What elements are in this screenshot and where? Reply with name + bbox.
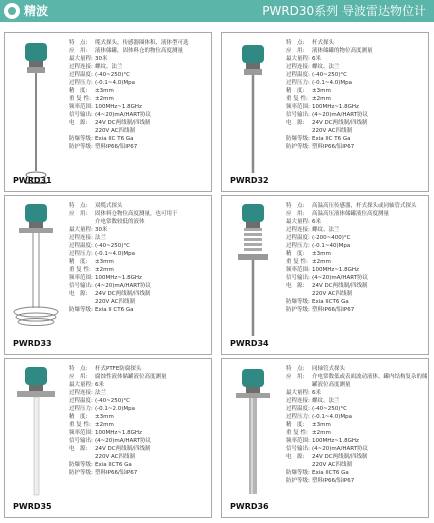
spec-label: 最大量程: [69,227,93,233]
spec-list [286,365,428,485]
spec-value: (-40~250)°C [95,243,130,249]
spec-row [286,210,428,218]
spec-label: 过程连接: [286,64,310,70]
spec-row [69,445,211,453]
spec-row [69,258,211,266]
product-card-pwrd35 [4,358,212,518]
spec-value: 6米 [312,219,321,225]
spec-value: 固体料仓物位高度测量，也可用于 [95,211,178,217]
product-image-pwrd31 [5,33,69,193]
spec-row [286,135,428,143]
spec-label: 过程连接: [286,227,310,233]
spec-value: 220V AC四线制 [95,299,136,305]
product-card-pwrd33 [4,195,212,355]
spec-label: 重 复 性: [286,430,308,436]
spec-value: 24V DC两线制/四线制 [312,283,368,289]
spec-row [286,373,428,389]
model-label: PWRD34 [230,339,269,348]
spec-value: 螺纹、法兰 [312,227,340,233]
spec-row [69,282,211,290]
spec-row [286,79,428,87]
spec-row [69,135,211,143]
spec-label: 电 源: [286,454,305,460]
spec-label: 信号输出: [286,112,310,118]
spec-row [286,250,428,258]
spec-row [69,95,211,103]
spec-label: 特 点: [69,203,88,209]
spec-label: 信号输出: [69,112,93,118]
spec-row [69,55,211,63]
spec-label: 防护等级: [286,307,310,313]
spec-value: 液体储罐的物位高度测量 [312,48,373,54]
spec-value: (-0.1~40)Mpa [312,243,351,249]
spec-label: 特 点: [69,40,88,46]
spec-label: 信号输出: [286,275,310,281]
spec-row [69,429,211,437]
spec-label: 精 度: [286,88,305,94]
spec-list [286,39,428,151]
spec-value: 220V AC四线制 [95,128,136,134]
spec-value: 法兰 [95,390,107,396]
spec-value: (-0.1~2.0)Mpa [95,406,135,412]
spec-row [286,71,428,79]
spec-label: 重 复 性: [69,267,91,273]
spec-label [286,461,312,469]
spec-value: 腐蚀性液体储罐液位高度测量 [95,374,167,380]
spec-row [69,365,211,373]
spec-label [286,290,312,298]
spec-value: 介电常数较低的液体 [95,219,145,225]
product-card-pwrd36 [221,358,429,518]
spec-label [69,453,95,461]
spec-value: Exia II CT6 Ga [95,307,134,313]
spec-value: ±3mm [95,414,114,420]
spec-value: (4~20)mA/HART协议 [312,112,369,118]
spec-label: 应 用: [286,211,305,217]
spec-row [69,226,211,234]
spec-row [286,143,428,151]
spec-label: 过程温度: [286,235,310,241]
spec-value: 220V AC四线制 [312,128,353,134]
spec-value: (-0.1~4.0)Mpa [312,80,352,86]
spec-row [69,103,211,111]
spec-row [286,103,428,111]
model-label: PWRD32 [230,176,269,185]
spec-row [286,47,428,55]
spec-value: 高温高压传感器，杆式探头或同轴管式探头 [312,203,417,209]
spec-label: 频率范围: [286,438,310,444]
spec-label: 最大量程: [69,56,93,62]
spec-label: 防护等级: [69,144,93,150]
spec-label: 过程温度: [69,72,93,78]
spec-row [286,389,428,397]
spec-row [286,266,428,274]
spec-label: 电 源: [286,120,305,126]
spec-value: Exia IICT6 Ga [312,299,349,305]
spec-list [69,39,211,151]
spec-value: (4~20)mA/HART协议 [95,283,152,289]
spec-label: 过程连接: [69,390,93,396]
spec-row [69,405,211,413]
spec-label: 过程温度: [69,398,93,404]
spec-label: 防护等级: [286,144,310,150]
spec-value: (4~20)mA/HART协议 [312,446,369,452]
spec-value: ±2mm [312,430,331,436]
spec-label: 频率范围: [69,104,93,110]
spec-value: 螺纹、法兰 [312,64,340,70]
spec-label: 防爆等级: [286,299,310,305]
spec-row [69,71,211,79]
spec-label: 信号输出: [286,446,310,452]
spec-value: (-40~250)°C [95,398,130,404]
spec-label: 精 度: [286,251,305,257]
spec-label: 频率范围: [286,267,310,273]
spec-row [69,111,211,119]
spec-label [286,127,312,135]
model-label: PWRD35 [13,502,52,511]
spec-row [69,87,211,95]
spec-value: 同轴管式探头 [312,366,346,372]
spec-value: 介电常数低或表面波动液体、罐内结构复杂的储罐液位高度测量 [312,374,428,388]
spec-row [286,111,428,119]
spec-label [69,127,95,135]
spec-label: 频率范围: [69,430,93,436]
model-label: PWRD36 [230,502,269,511]
spec-value: 螺纹、法兰 [312,398,340,404]
spec-row [69,469,211,477]
spec-label: 重 复 性: [286,259,308,265]
spec-label: 特 点: [286,40,305,46]
spec-label: 最大量程: [286,56,310,62]
spec-label: 过程连接: [286,398,310,404]
spec-value: ±3mm [95,259,114,265]
spec-label: 重 复 性: [69,422,91,428]
spec-value: 220V AC四线制 [312,462,353,468]
spec-label: 应 用: [286,48,305,54]
spec-row [286,234,428,242]
spec-label: 过程压力: [69,406,93,412]
spec-value: Exia IICT6 Ga [312,470,349,476]
spec-row [286,242,428,250]
spec-label: 电 源: [286,283,305,289]
spec-row [69,143,211,151]
spec-row [69,127,211,135]
spec-row [69,306,211,314]
spec-value: 30米 [95,227,108,233]
spec-label: 过程压力: [69,251,93,257]
spec-row [286,202,428,210]
spec-row [69,79,211,87]
product-card-pwrd34 [221,195,429,355]
spec-value: ±2mm [312,259,331,265]
spec-value: Exia IIC T6 Ga [95,136,134,142]
spec-value: 螺纹、法兰 [95,64,123,70]
spec-value: ±3mm [312,251,331,257]
spec-row [286,39,428,47]
product-image-pwrd34 [222,196,286,356]
spec-value: 100MHz~1.8GHz [312,104,359,110]
spec-value: 24V DC两线制/四线制 [95,446,151,452]
spec-value: 100MHz~1.8GHz [312,438,359,444]
spec-label: 过程温度: [286,72,310,78]
spec-value: (4~20)mA/HART协议 [312,275,369,281]
spec-value: (4~20)mA/HART协议 [95,438,152,444]
spec-row [69,397,211,405]
spec-label: 过程压力: [286,414,310,420]
spec-value: 100MHz~1.8GHz [95,275,142,281]
spec-value: 100MHz~1.8GHz [95,430,142,436]
spec-row [286,258,428,266]
spec-label: 电 源: [69,120,88,126]
spec-value: 塑料IP66/铝IP67 [312,307,355,313]
spec-row [286,306,428,314]
spec-row [286,365,428,373]
spec-value: ±3mm [312,88,331,94]
spec-value: 220V AC四线制 [95,454,136,460]
spec-row [286,445,428,453]
spec-row [286,274,428,282]
spec-value: ±2mm [312,96,331,102]
product-image-pwrd33 [5,196,69,356]
spec-row [69,437,211,445]
spec-row [286,63,428,71]
spec-label: 防爆等级: [286,136,310,142]
spec-row [286,290,428,298]
spec-label: 过程压力: [286,80,310,86]
spec-value: 塑料IP66/铝IP67 [95,144,138,150]
spec-label: 精 度: [69,414,88,420]
spec-label: 信号输出: [69,438,93,444]
spec-row [286,95,428,103]
spec-label: 重 复 性: [286,96,308,102]
spec-row [286,87,428,95]
spec-value: 30米 [95,56,108,62]
spec-value: Exia IICT6 Ga [95,462,132,468]
spec-row [286,405,428,413]
spec-list [69,202,211,314]
spec-value: ±2mm [95,96,114,102]
spec-value: ±2mm [95,422,114,428]
spec-row [69,266,211,274]
spec-value: 24V DC两线制/四线制 [312,454,368,460]
spec-row [69,210,211,218]
spec-label: 防护等级: [69,470,93,476]
spec-row [286,421,428,429]
spec-row [69,381,211,389]
spec-label: 频率范围: [69,275,93,281]
spec-value: 100MHz~1.8GHz [95,104,142,110]
spec-label: 电 源: [69,446,88,452]
spec-label: 过程压力: [69,80,93,86]
spec-value: 6米 [312,56,321,62]
spec-row [286,218,428,226]
spec-label: 应 用: [69,211,88,217]
spec-label: 防爆等级: [69,136,93,142]
spec-row [69,461,211,469]
spec-row [286,429,428,437]
spec-value: 220V AC四线制 [312,291,353,297]
spec-value: 双缆式探头 [95,203,123,209]
spec-row [69,290,211,298]
spec-row [69,413,211,421]
spec-label: 防护等级: [286,478,310,484]
spec-label: 过程连接: [69,235,93,241]
spec-value: (4~20)mA/HART协议 [95,112,152,118]
spec-row [69,389,211,397]
spec-row [69,421,211,429]
product-card-pwrd31 [4,32,212,192]
spec-row [286,226,428,234]
spec-row [69,298,211,306]
spec-value: 塑料IP66/铝IP67 [312,478,355,484]
spec-row [286,453,428,461]
spec-label: 过程温度: [69,243,93,249]
spec-value: (-0.1~4.0)Mpa [312,414,352,420]
spec-value: (-0.1~4.0)Mpa [95,251,135,257]
spec-row [286,469,428,477]
spec-label: 过程压力: [286,243,310,249]
spec-value: ±3mm [95,88,114,94]
spec-value: (-40~250)°C [312,406,347,412]
spec-label: 防爆等级: [69,307,93,313]
spec-row [69,39,211,47]
spec-label: 电 源: [69,291,88,297]
spec-label: 频率范围: [286,104,310,110]
spec-label [69,298,95,306]
spec-label: 重 复 性: [69,96,91,102]
spec-value: (-0.1~4.0)Mpa [95,80,135,86]
model-label: PWRD31 [13,176,52,185]
header-bar [0,0,434,22]
spec-value: 缆式探头，传感器圈体积、液体型可选 [95,40,189,46]
spec-label: 应 用: [69,374,88,380]
spec-label: 最大量程: [286,219,310,225]
spec-value: (-40~250)°C [312,72,347,78]
spec-value: ±2mm [95,267,114,273]
spec-label [69,218,95,226]
spec-value: 塑料IP66/铝IP67 [312,144,355,150]
spec-value: 高温高压液体储罐液位高度测量 [312,211,390,217]
spec-label: 应 用: [286,374,305,380]
spec-value: 100MHz~1.8GHz [312,267,359,273]
spec-row [69,373,211,381]
spec-row [286,298,428,306]
spec-row [69,63,211,71]
brand-logo-icon [4,3,20,19]
spec-label: 最大量程: [286,390,310,396]
spec-row [286,477,428,485]
spec-row [286,127,428,135]
product-card-pwrd32 [221,32,429,192]
spec-value: 法兰 [95,235,107,241]
spec-label: 特 点: [286,203,305,209]
spec-value: 24V DC两线制/四线制 [95,120,151,126]
spec-row [69,202,211,210]
spec-label: 特 点: [286,366,305,372]
spec-value: 6米 [312,390,321,396]
spec-value: 6米 [95,382,104,388]
spec-value: 杆式探头 [312,40,335,46]
spec-row [69,234,211,242]
spec-row [69,119,211,127]
spec-value: (-40~250)°C [95,72,130,78]
spec-row [286,437,428,445]
spec-row [286,413,428,421]
spec-label: 精 度: [69,88,88,94]
spec-label: 过程连接: [69,64,93,70]
spec-label: 应 用: [69,48,88,54]
spec-row [69,250,211,258]
spec-label: 防爆等级: [69,462,93,468]
series-title: PWRD30系列 导波雷达物位计 [262,4,426,18]
spec-label: 信号输出: [69,283,93,289]
spec-label: 精 度: [286,422,305,428]
spec-label: 过程温度: [286,406,310,412]
spec-row [69,453,211,461]
product-image-pwrd35 [5,359,69,519]
spec-row [69,218,211,226]
spec-value: Exia IIC T6 Ga [312,136,351,142]
spec-value: (-200~400)°C [312,235,351,241]
spec-row [69,274,211,282]
model-label: PWRD33 [13,339,52,348]
spec-value: 24V DC两线制/四线制 [95,291,151,297]
spec-row [286,119,428,127]
spec-value: 塑料IP66/铝IP67 [95,470,138,476]
spec-label: 最大量程: [69,382,93,388]
spec-row [286,282,428,290]
spec-value: 液体储罐，固体料仓的物位高度测量 [95,48,184,54]
spec-list [69,365,211,477]
spec-label: 防爆等级: [286,470,310,476]
spec-row [69,47,211,55]
product-image-pwrd36 [222,359,286,519]
spec-row [286,55,428,63]
spec-label: 精 度: [69,259,88,265]
spec-row [286,397,428,405]
spec-value: ±3mm [312,422,331,428]
spec-value: 24V DC两线制/四线制 [312,120,368,126]
spec-label: 特 点: [69,366,88,372]
brand-name: 精波 [24,4,49,18]
spec-value: 杆式PTFE防腐探头 [95,366,142,372]
spec-list [286,202,428,314]
spec-row [69,242,211,250]
spec-row [286,461,428,469]
product-image-pwrd32 [222,33,286,193]
